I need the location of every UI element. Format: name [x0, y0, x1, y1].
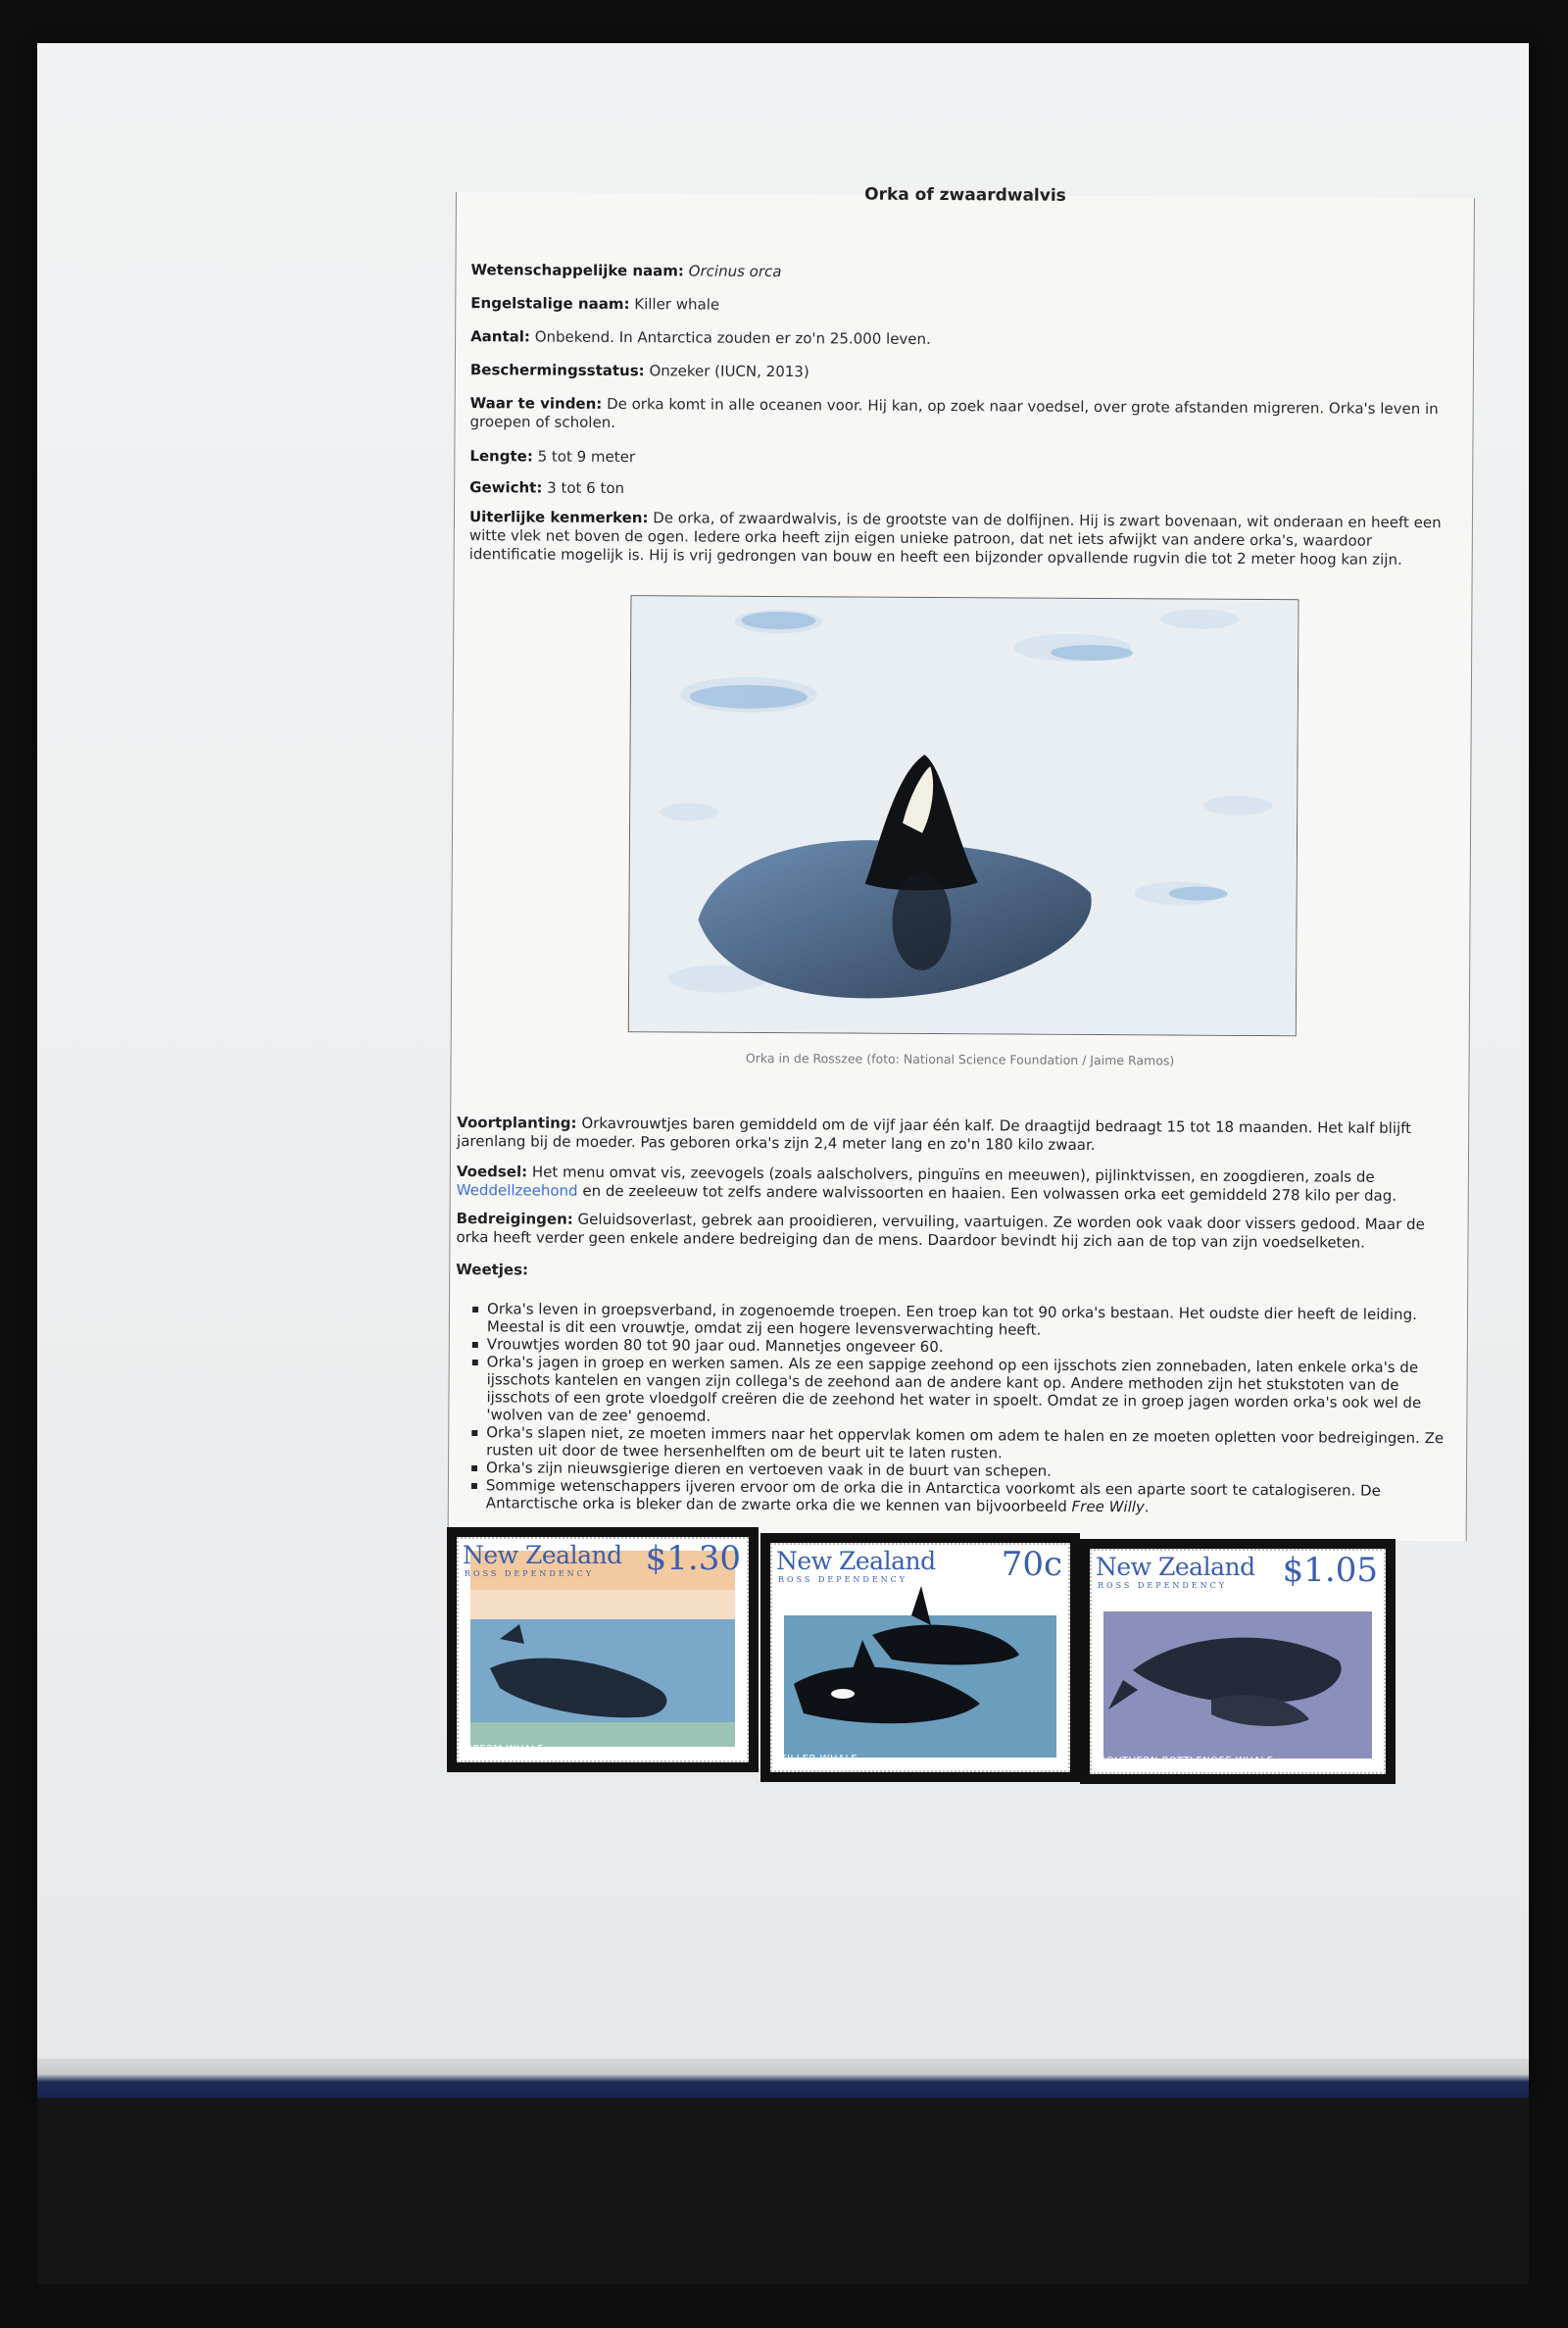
sheet-title: Orka of zwaardwalvis: [864, 184, 1066, 206]
stamp-sperm-whale: [447, 1527, 759, 1772]
stamp-name: SOUTHERN BOTTLENOSE WHALE: [1100, 1756, 1274, 1766]
stamp-artwork: [470, 1551, 735, 1749]
info-sheet: [448, 184, 1475, 1541]
list-item: ▪ Sommige wetenschappers ijveren ervoor om de orka die in Antarctica voorkomt als een aparte soort te catalogiseren. De Antarctische orka is bleker dan de zwarte orka die we kennen van bijvoorbeeld Free Willy.: [470, 1476, 1450, 1517]
stamp-value: 70c: [1001, 1545, 1062, 1584]
stamp-name: KILLER WHALE: [780, 1754, 858, 1764]
fact-length: Lengte: 5 tot 9 meter: [469, 447, 636, 467]
orca-photo: [628, 595, 1299, 1036]
stamp-bottlenose-whale: [1080, 1539, 1396, 1784]
stamp-value: $1.30: [645, 1539, 741, 1578]
fact-status: Beschermingsstatus: Onzeker (IUCN, 2013): [469, 361, 809, 381]
stamp-country: New Zealand: [776, 1547, 936, 1575]
stamp-country: New Zealand: [463, 1541, 622, 1569]
binder-bottom: [37, 2098, 1529, 2284]
weddell-seal-link[interactable]: Weddellzeehond: [456, 1181, 578, 1200]
stamp-dependency: ROSS DEPENDENCY: [778, 1575, 908, 1584]
stamp-dependency: ROSS DEPENDENCY: [465, 1569, 595, 1578]
fact-english-name: Engelstalige naam: Killer whale: [470, 294, 720, 314]
stamp-value: $1.05: [1282, 1551, 1378, 1590]
fact-count: Aantal: Onbekend. In Antarctica zouden er zo'n 25.000 leven.: [470, 327, 931, 348]
list-item: ▪ Orka's leven in groepsverband, in zogenoemde troepen. Een troep kan tot 90 orka's bestaan. Het oudste dier heeft de leiding. Meestal is dit een vrouwtje, omdat zij een hogere levensverwachting heeft.: [471, 1300, 1451, 1341]
weetjes-list: [470, 1300, 1451, 1517]
list-item: ▪ Vrouwtjes worden 80 tot 90 jaar oud. Mannetjes ongeveer 60.: [471, 1335, 1451, 1359]
para-food: Voedsel: Het menu omvat vis, zeevogels (zoals aalscholvers, pinguïns en meeuwen), pijlinktvissen, en zoogdieren, zoals de Weddellzeehond en de zeeleeuw tot zelfs andere walvissoorten en haaien. Een volwassen orka eet gemiddeld 278 kilo per dag.: [456, 1163, 1397, 1205]
weetjes-heading: Weetjes:: [456, 1261, 529, 1279]
list-item: ▪ Orka's jagen in groep en werken samen. Als ze een sappige zeehond op een ijsschots zien zonnebaden, laten enkele orka's de ijsschots kantelen en vangen zijn collega's de zeehond aan de andere kant op. Andere methoden zijn het stukstoten van de ijsschots of een grote vloedgolf creëren die de zeehond het water in spoelt. Omdat ze in groep jagen worden orka's ook wel de 'wolven van de zee' genoemd.: [470, 1353, 1450, 1429]
para-threats: Bedreigingen: Geluidsoverlast, gebrek aan prooidieren, vervuiling, vaartuigen. Ze worden ook vaak door vissers gedood. Maar de orka heeft verder geen enkele andere bedreiging dan de mens. Daardoor bevindt hij zich aan de top van zijn voedselketen.: [456, 1210, 1425, 1252]
photo-caption: Orka in de Rosszee (foto: National Science Foundation / Jaime Ramos): [745, 1050, 1175, 1068]
stamp-artwork: [784, 1557, 1056, 1758]
fact-scientific-name: Wetenschappelijke naam: Orcinus orca: [470, 261, 782, 281]
list-item: ▪ Orka's zijn nieuwsgierige dieren en vertoeven vaak in de buurt van schepen.: [470, 1459, 1450, 1482]
stamp-artwork: [1103, 1562, 1372, 1760]
fact-habitat: Waar te vinden: De orka komt in alle oceanen voor. Hij kan, op zoek naar voedsel, over grote afstanden migreren. Orka's leven in groepen of scholen.: [469, 394, 1439, 431]
stamp-dependency: ROSS DEPENDENCY: [1098, 1581, 1228, 1590]
page-edge: [37, 2058, 1529, 2098]
fact-weight: Gewicht: 3 tot 6 ton: [469, 478, 625, 498]
fact-appearance: Uiterlijke kenmerken: De orka, of zwaardwalvis, is de grootste van de dolfijnen. Hij is zwart bovenaan, wit onderaan en heeft een witte vlek net boven de ogen. Iedere orka heeft zijn eigen unieke patroon, dat net iets afwijkt van andere orka's, waardoor identificatie mogelijk is. Hij is vrij gedrongen van bouw en heeft een bijzonder opvallende rugvin die tot 2 meter hoog kan zijn.: [468, 508, 1442, 569]
stamp-country: New Zealand: [1096, 1553, 1255, 1581]
stamp-name: SPERM WHALE: [466, 1744, 545, 1755]
stamp-killer-whale: [760, 1533, 1080, 1782]
list-item: ▪ Orka's slapen niet, ze moeten immers naar het oppervlak komen om adem te halen en ze moeten opletten voor bedreigingen. Ze rusten uit door de twee hersenhelften om de beurt uit te laten rusten.: [470, 1423, 1450, 1464]
para-reproduction: Voortplanting: Orkavrouwtjes baren gemiddeld om de vijf jaar één kalf. De draagtijd bedraagt 15 tot 18 maanden. Het kalf blijft jarenlang bij de moeder. Pas geboren orka's zijn 2,4 meter lang en zo'n 180 kilo zwaar.: [457, 1114, 1412, 1155]
